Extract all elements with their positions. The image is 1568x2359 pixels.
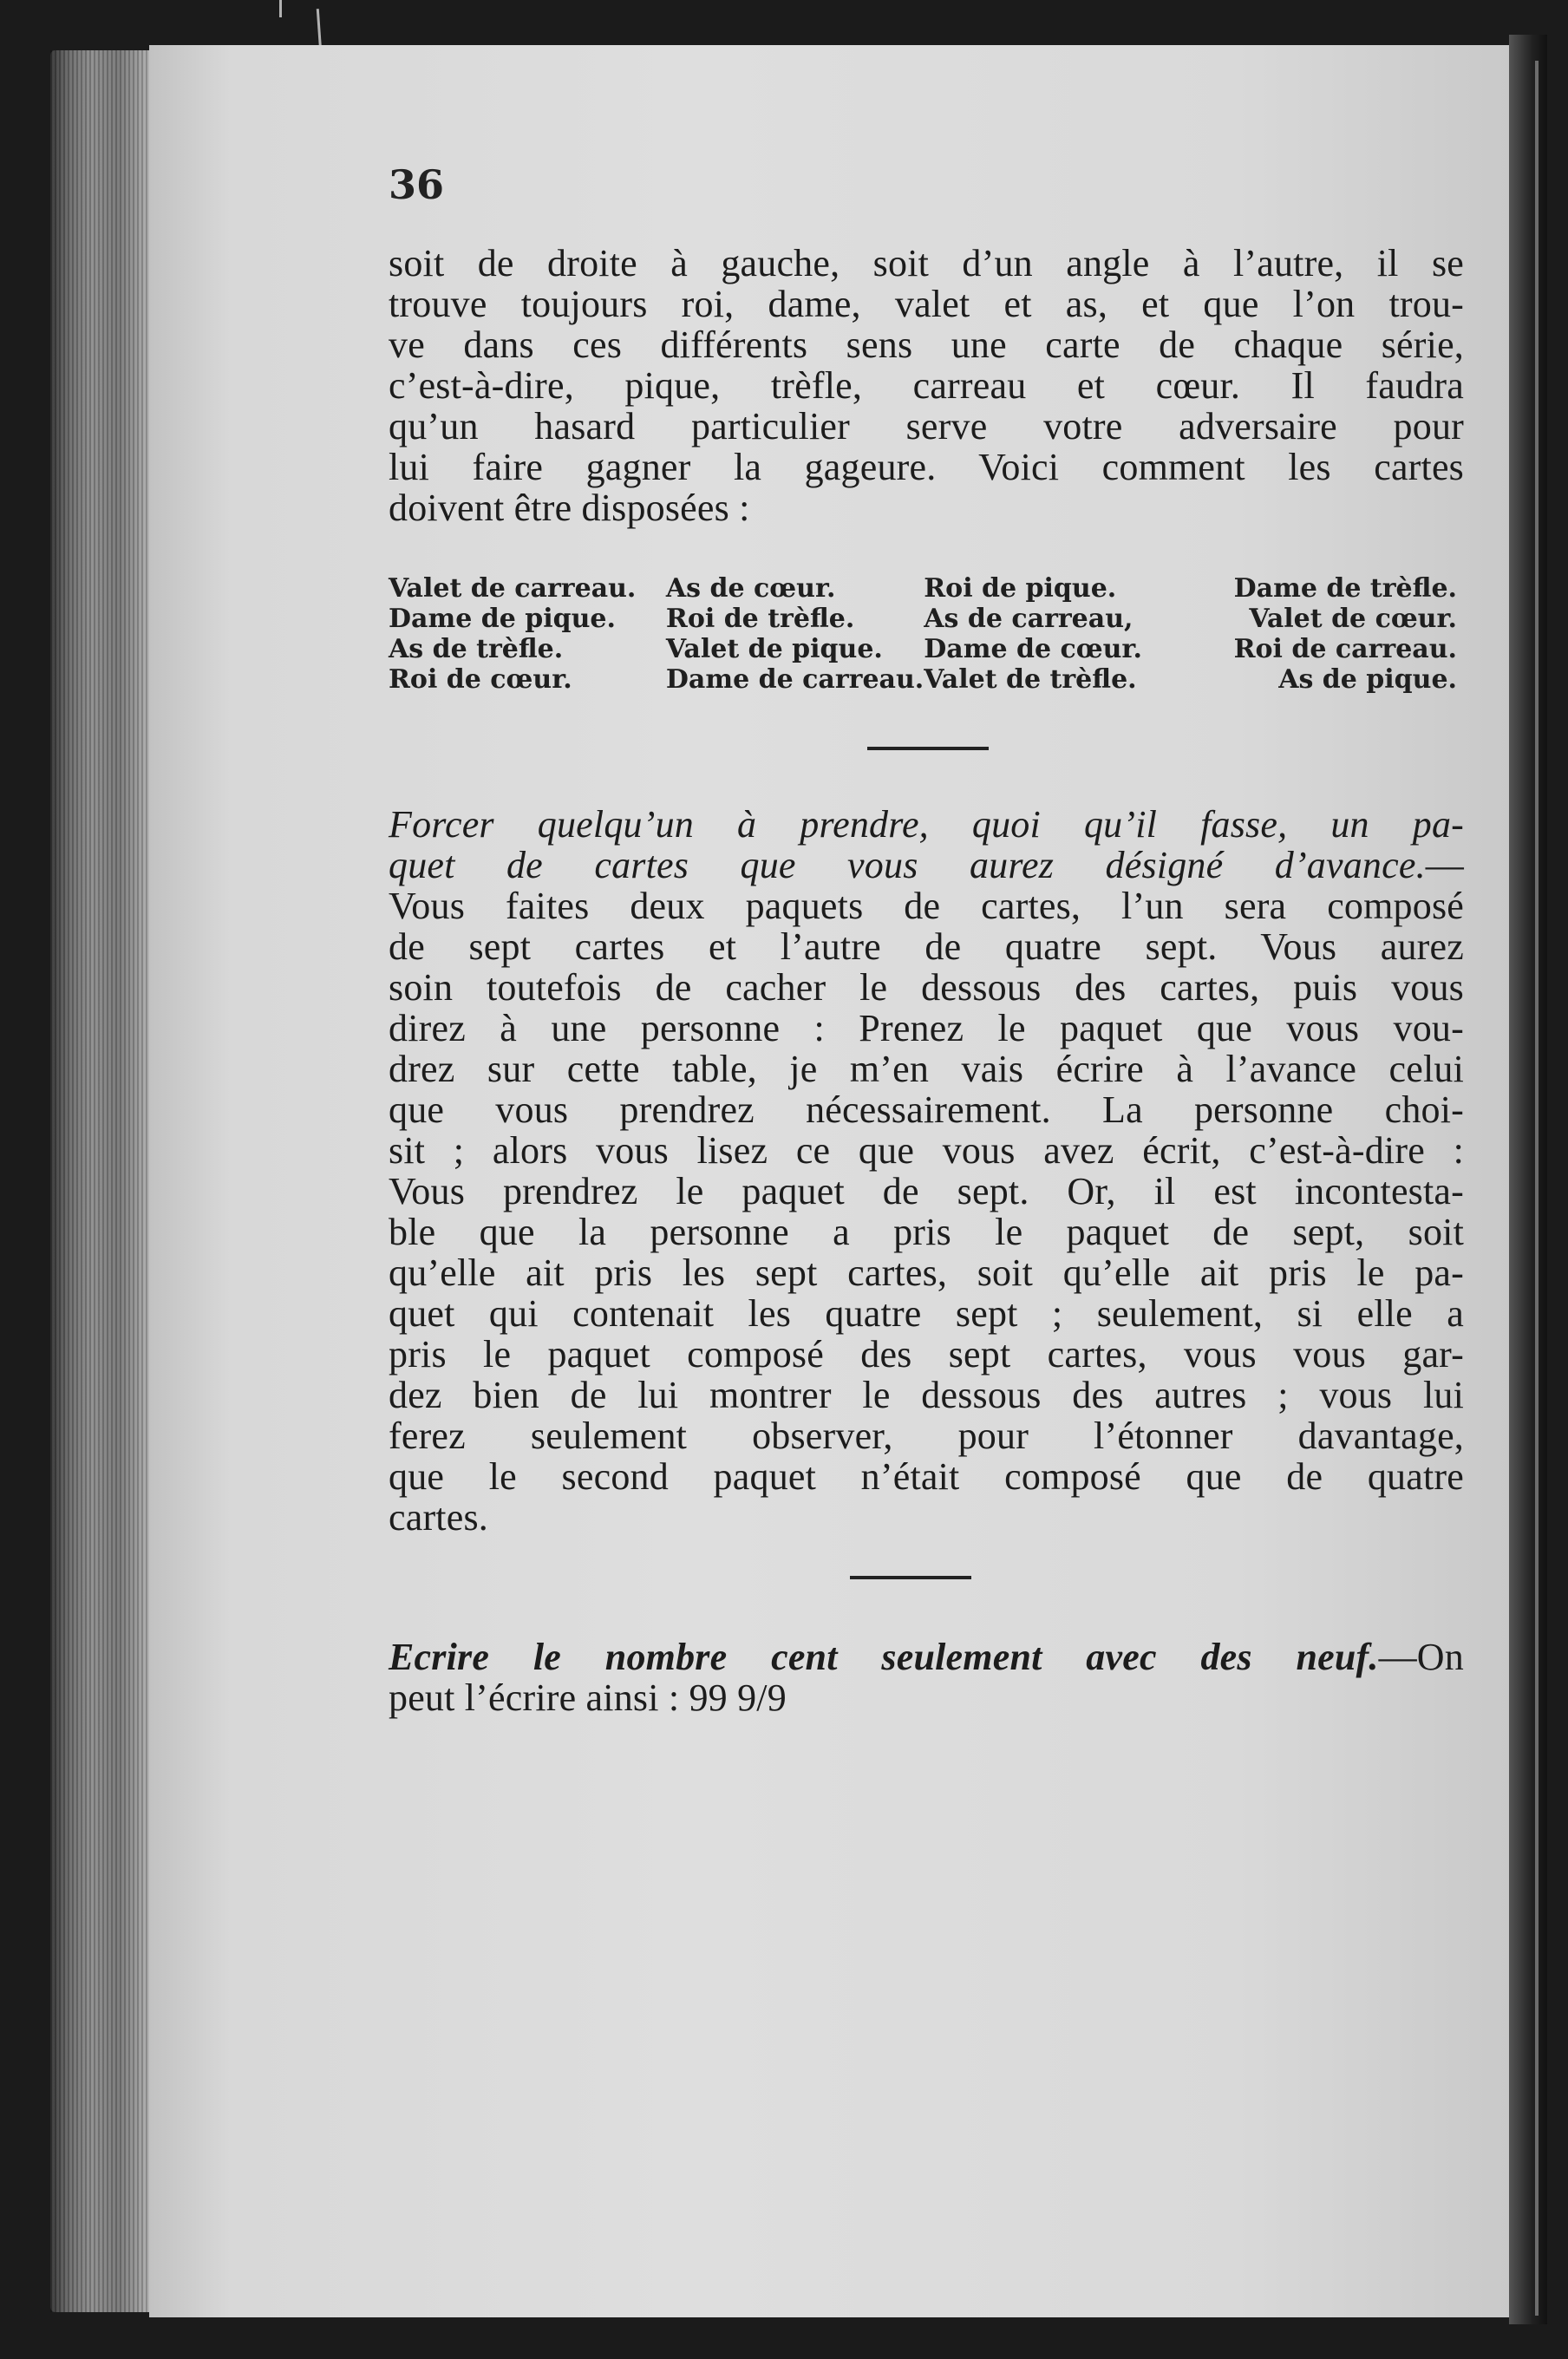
text-line: qu’elle ait pris les sept cartes, soit qu’elle ait pris le pa- <box>389 1251 1464 1294</box>
page-text <box>389 243 1464 1718</box>
text-line: Vous prendrez le paquet de sept. Or, il est incontesta- <box>389 1170 1464 1212</box>
card-cell: Valet de carreau. <box>389 573 637 604</box>
text-line: pris le paquet composé des sept cartes, vous vous gar- <box>389 1333 1464 1376</box>
card-cell: Valet de cœur. <box>1249 604 1457 634</box>
card-cell: Valet de pique. <box>665 634 883 664</box>
title-dash: — <box>1425 844 1464 886</box>
text-line: Vous faites deux paquets de cartes, l’un sera composé <box>389 885 1464 927</box>
card-grid-row <box>389 573 1457 604</box>
card-grid-row <box>389 634 1457 664</box>
section-title-text: quet de cartes que vous aurez désigné d’avance. <box>389 844 1426 886</box>
text-line: soit de droite à gauche, soit d’un angle à l’autre, il se <box>389 242 1464 284</box>
text-line: ble que la personne a pris le paquet de sept, soit <box>389 1211 1464 1253</box>
title-continuation: —On <box>1378 1636 1464 1678</box>
card-cell: Dame de cœur. <box>924 634 1142 664</box>
gutter-line <box>1535 61 1539 2316</box>
card-cell: Dame de carreau. <box>665 664 924 695</box>
book-page-stack-edge <box>50 50 154 2312</box>
section-title-line: Forcer quelqu’un à prendre, quoi qu’il fasse, un pa- <box>389 803 1464 846</box>
card-cell: As de cœur. <box>665 573 836 604</box>
text-line: doivent être disposées : <box>389 487 750 529</box>
page-number: 36 <box>389 161 445 208</box>
section-title-line <box>389 1637 1464 1677</box>
text-line: dez bien de lui montrer le dessous des autres ; vous lui <box>389 1374 1464 1416</box>
card-cell: As de carreau, <box>924 604 1134 634</box>
section-divider <box>867 747 989 750</box>
forcer-section <box>389 804 1464 1538</box>
text-line: soin toutefois de cacher le dessous des cartes, puis vous <box>389 966 1464 1009</box>
section-divider <box>850 1576 971 1579</box>
card-arrangement-grid <box>389 573 1457 695</box>
text-line: qu’un hasard particulier serve votre adversaire pour <box>389 405 1464 448</box>
text-line: sit ; alors vous lisez ce que vous avez écrit, c’est-à-dire : <box>389 1129 1464 1172</box>
text-line: c’est-à-dire, pique, trèfle, carreau et cœur. Il faudra <box>389 364 1464 407</box>
intro-paragraph <box>389 243 1464 528</box>
text-line: cartes. <box>389 1496 488 1539</box>
text-line: que vous prendrez nécessairement. La personne choi- <box>389 1088 1464 1131</box>
text-line: direz à une personne : Prenez le paquet que vous vou- <box>389 1007 1464 1049</box>
card-cell: As de trèfle. <box>389 634 564 664</box>
card-cell: Dame de trèfle. <box>1233 573 1457 604</box>
text-line: drez sur cette table, je m’en vais écrire à l’avance celui <box>389 1048 1464 1090</box>
section-title-line <box>389 845 1464 885</box>
card-cell: As de pique. <box>1278 664 1457 695</box>
text-line: de sept cartes et l’autre de quatre sept. Vous aurez <box>389 925 1464 968</box>
book-gutter <box>1509 35 1547 2324</box>
text-line: peut l’écrire ainsi : 99 9/9 <box>389 1676 787 1719</box>
text-line: ve dans ces différents sens une carte de chaque série, <box>389 323 1464 366</box>
text-line: lui faire gagner la gageure. Voici comment les cartes <box>389 446 1464 488</box>
card-cell: Roi de cœur. <box>389 664 572 695</box>
card-grid-row <box>389 664 1457 695</box>
ecrire-section <box>389 1637 1464 1718</box>
text-line: ferez seulement observer, pour l’étonner davantage, <box>389 1415 1464 1457</box>
card-cell: Roi de pique. <box>924 573 1117 604</box>
card-cell: Roi de trèfle. <box>665 604 855 634</box>
card-cell: Valet de trèfle. <box>924 664 1137 695</box>
card-grid-row <box>389 604 1457 634</box>
section-title-text: Ecrire le nombre cent seulement avec des neuf. <box>389 1636 1379 1678</box>
text-line: trouve toujours roi, dame, valet et as, et que l’on trou- <box>389 283 1464 325</box>
card-cell: Roi de carreau. <box>1233 634 1457 664</box>
scan-artifact <box>279 0 282 17</box>
text-line: quet qui contenait les quatre sept ; seulement, si elle a <box>389 1292 1464 1335</box>
card-cell: Dame de pique. <box>389 604 616 634</box>
text-line: que le second paquet n’était composé que de quatre <box>389 1455 1464 1498</box>
